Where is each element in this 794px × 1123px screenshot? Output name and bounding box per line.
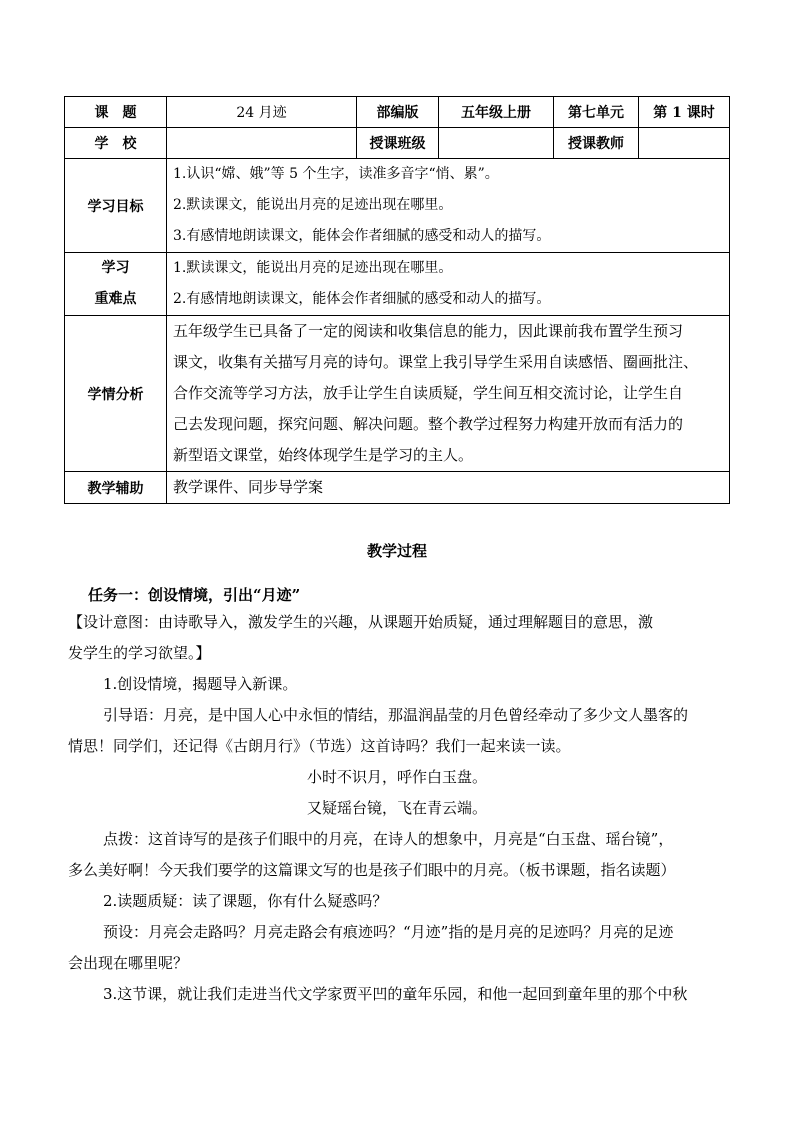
focus-row	[65, 253, 730, 316]
school-value	[167, 128, 357, 159]
school-label: 学 校	[65, 128, 167, 159]
analysis-line: 课文，收集有关描写月亮的诗句。课堂上我引导学生采用自读感悟、圈画批注、	[173, 353, 699, 371]
focus-item: 2.有感情地朗读课文，能体会作者细腻的感受和动人的描写。	[173, 291, 551, 307]
tip-line1: 点拨：这首诗写的是孩子们眼中的月亮，在诗人的想象中，月亮是“白玉盘、瑶台镜”，	[103, 830, 674, 848]
guide-line1: 引导语：月亮，是中国人心中永恒的情结，那温润晶莹的月色曾经牵动了多少文人墨客的	[103, 706, 689, 724]
analysis-line: 新型语文课堂，始终体现学生是学习的主人。	[173, 446, 474, 464]
school-row	[65, 128, 730, 159]
poem-line1: 小时不识月，呼作白玉盘。	[306, 768, 487, 786]
analysis-line: 合作交流等学习方法，放手让学生自读质疑，学生间互相交流讨论，让学生自	[173, 384, 684, 402]
grade-cell: 五年级上册	[439, 97, 554, 128]
analysis-line: 己去发现问题，探究问题、解决问题。整个教学过程努力构建开放而有活力的	[173, 415, 684, 433]
poem-line2: 又疑瑶台镜，飞在青云端。	[306, 799, 487, 817]
design-intent-line1: 【设计意图：由诗歌导入，激发学生的兴趣，从课题开始质疑，通过理解题目的意思，激	[68, 613, 654, 631]
class-label: 授课班级	[357, 128, 439, 159]
goal-item: 3.有感情地朗读课文，能体会作者细腻的感受和动人的描写。	[173, 228, 551, 244]
aids-row	[65, 472, 730, 504]
focus-item: 1.默读课文，能说出月亮的足迹出现在哪里。	[173, 260, 453, 276]
focus-content	[167, 253, 730, 316]
topic-value: 24 月迹	[167, 97, 357, 128]
topic-label: 课 题	[65, 97, 167, 128]
tip-line2: 多么美好啊！今天我们要学的这篇课文写的也是孩子们眼中的月亮。（板书课题，指名读题）	[68, 861, 676, 879]
guide-line2: 情思！同学们，还记得《古朗月行》（节选）这首诗吗？我们一起来读一读。	[68, 737, 571, 755]
design-intent-line2: 发学生的学习欲望。】	[68, 644, 211, 662]
lesson-plan-table	[64, 96, 730, 504]
preset-line2: 会出现在哪里呢？	[68, 954, 189, 972]
analysis-row	[65, 316, 730, 472]
focus-label-line2: 重难点	[94, 291, 137, 307]
step1-text: 1.创设情境，揭题导入新课。	[103, 675, 298, 693]
analysis-label: 学情分析	[65, 316, 167, 472]
aids-label: 教学辅助	[65, 472, 167, 504]
teacher-label: 授课教师	[554, 128, 639, 159]
step3-text: 3.这节课，就让我们走进当代文学家贾平凹的童年乐园，和他一起回到童年里的那个中秋	[103, 985, 688, 1003]
goals-label: 学习目标	[65, 159, 167, 253]
unit-cell: 第七单元	[554, 97, 639, 128]
class-value	[439, 128, 554, 159]
analysis-line: 五年级学生已具备了一定的阅读和收集信息的能力，因此课前我布置学生预习	[173, 322, 684, 340]
header-row	[65, 97, 730, 128]
lesson-cell: 第 1 课时	[639, 97, 730, 128]
goal-item: 1.认识“嫦、娥”等 5 个生字，读准多音字“悄、累”。	[173, 166, 499, 182]
step2-text: 2.读题质疑：读了课题，你有什么疑惑吗？	[103, 892, 388, 910]
aids-value: 教学课件、同步导学案	[167, 472, 730, 504]
task1-heading: 任务一：创设情境，引出“月迹”	[88, 586, 301, 604]
focus-label	[65, 253, 167, 316]
teacher-value	[639, 128, 730, 159]
analysis-content	[167, 316, 730, 472]
goal-item: 2.默读课文，能说出月亮的足迹出现在哪里。	[173, 197, 453, 213]
edition-cell: 部编版	[357, 97, 439, 128]
focus-label-line1: 学习	[101, 260, 130, 276]
goals-content	[167, 159, 730, 253]
goals-row	[65, 159, 730, 253]
preset-line1: 预设：月亮会走路吗？月亮走路会有痕迹吗？“月迹”指的是月亮的足迹吗？月亮的足迹	[103, 923, 674, 941]
process-title: 教学过程	[366, 542, 427, 560]
